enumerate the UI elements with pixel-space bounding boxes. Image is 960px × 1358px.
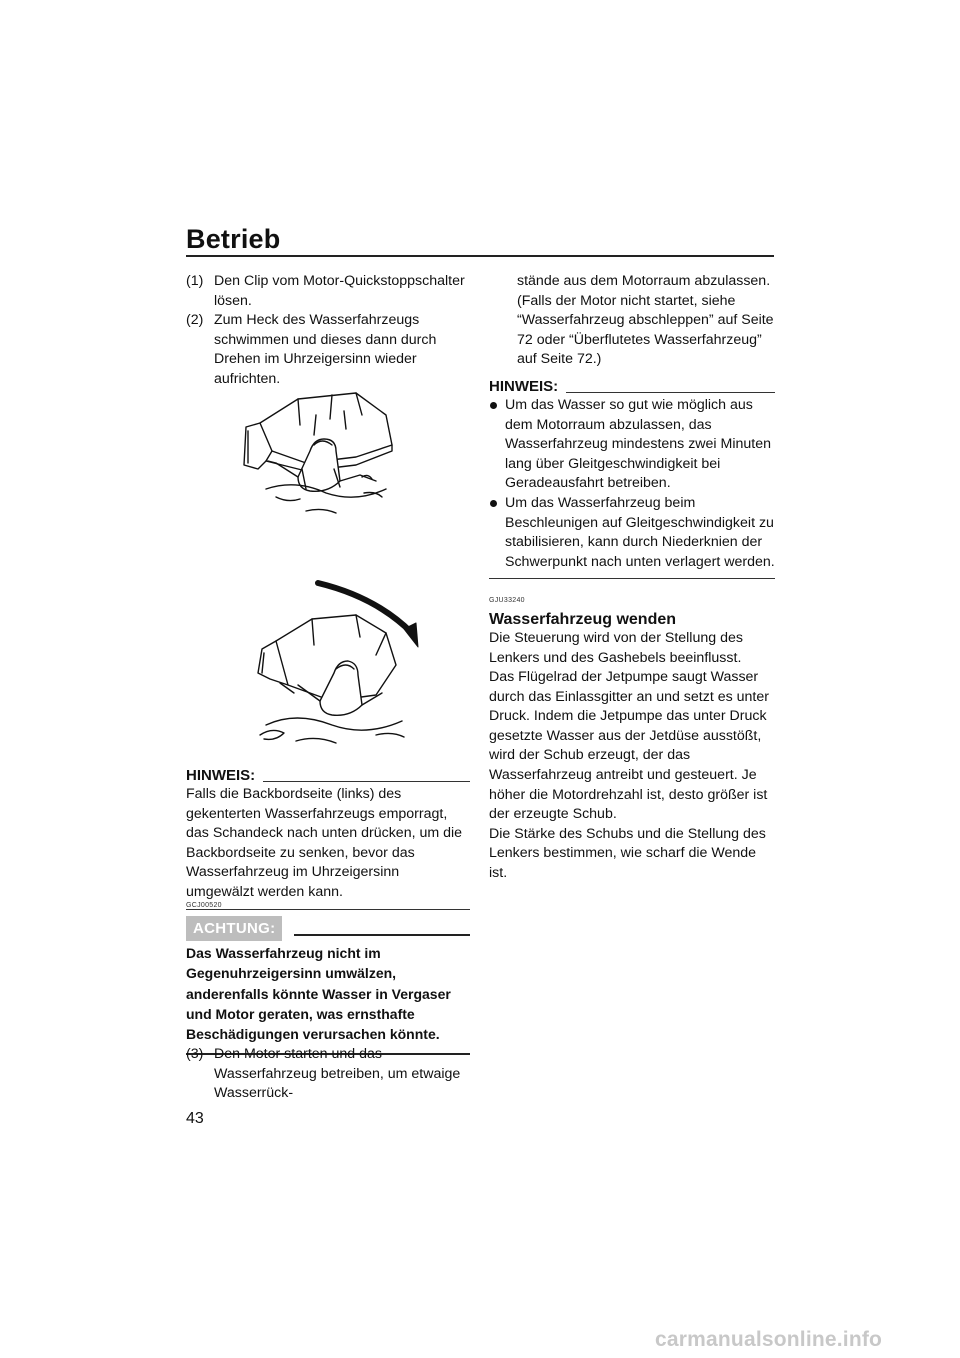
caution-box [186, 896, 470, 1055]
section-paragraph: Die Steuerung wird von der Stellung des Lenkers und des Gashebels beeinflusst. [489, 629, 743, 666]
footer-watermark: carmanualsonline.info [655, 1328, 883, 1351]
caution-heading [186, 916, 470, 942]
righting-watercraft-illustration [236, 575, 426, 750]
page-number: 43 [186, 1110, 204, 1127]
note-box-left [186, 767, 470, 910]
note-bottom-rule [489, 578, 775, 579]
bullet-text: Um das Wasser so gut wie möglich aus dem Motorraum abzulassen, das Wasserfahrzeug mindestens zwei Minuten lang über Gleitgeschwindigkeit bei Geradeausfahrt betreiben. [505, 396, 772, 492]
note-heading [489, 378, 775, 396]
caution-code: GCJ00520 [186, 902, 222, 909]
step-text: Den Motor starten und das Wasserfahrzeug betreiben, um etwaige Wasserrück- [214, 1046, 461, 1102]
left-column [186, 272, 470, 390]
right-column [489, 272, 775, 884]
bullet-text: Um das Wasserfahrzeug beim Beschleunigen auf Gleitgeschwindigkeit zu stabilisieren, kann durch Niederknien der Schwerpunkt nach unten verlagert werden. [505, 494, 775, 570]
step-number: (1) [186, 273, 204, 289]
step-3-continuation: stände aus dem Motorraum abzulassen. (Falls der Motor nicht startet, siehe “Wasserfahrzeug abschleppen” auf Seite 72 oder “Überflutetes Wasserfahrzeug” auf Seite 72.) [517, 273, 774, 368]
note-bullet [489, 494, 775, 572]
section-code: GJU33240 [489, 597, 525, 605]
step-number: (3) [186, 1046, 204, 1062]
step-text: Zum Heck des Wasserfahrzeugs schwimmen und dieses dann durch Drehen im Uhrzeigersinn wieder aufrichten. [214, 312, 437, 387]
bullet-icon [490, 500, 497, 507]
section-turning [489, 591, 775, 883]
note-box-right [489, 378, 775, 579]
step-2 [186, 311, 470, 389]
note-text: Falls die Backbordseite (links) des gekenterten Wasserfahrzeugs emporragt, das Schandeck nach unten drücken, um die Backbordseite zu senken, bevor das Wasserfahrzeug im Uhrzeigersinn umgewälzt werden kann. [186, 786, 463, 900]
step-number: (2) [186, 312, 204, 329]
note-heading-rule [263, 781, 470, 782]
page-title: Betrieb [186, 224, 281, 254]
section-paragraph: Die Stärke des Schubs und die Stellung des Lenkers bestimmen, wie scharf die Wende ist. [489, 825, 766, 882]
note-bullet [489, 396, 775, 494]
title-divider [186, 255, 774, 257]
caution-text: Das Wasserfahrzeug nicht im Gegenuhrzeigersinn umwälzen, anderenfalls könnte Wasser in Vergaser und Motor geraten, was ernsthafte Beschädigungen verursachen könnte. [186, 945, 451, 1043]
note-heading-label: HINWEIS: [489, 377, 559, 395]
caution-heading-rule [294, 934, 470, 936]
bullet-icon [490, 402, 497, 409]
section-title: Wasserfahrzeug wenden [489, 610, 677, 628]
step-3 [186, 1045, 470, 1104]
step-text: Den Clip vom Motor-Quickstoppschalter lösen. [214, 273, 465, 309]
step-3-item [186, 1045, 470, 1104]
note-heading [186, 767, 470, 785]
note-heading-rule [566, 392, 775, 393]
caution-badge: ACHTUNG: [186, 916, 282, 942]
section-paragraph: Das Flügelrad der Jetpumpe saugt Wasser durch das Einlassgitter an und setzt es unter Druck. Indem die Jetpumpe das unter Druck gesetzte Wasser aus der Jetdüse ausstößt, wird der Schub erzeugt, der das Wasserfahrzeug antreibt und gesteuert. Je höher die Motordrehzahl ist, desto größer ist der erzeugte Schub. [489, 669, 769, 823]
step-1 [186, 272, 470, 311]
note-heading-label: HINWEIS: [186, 767, 256, 784]
capsized-watercraft-illustration [236, 385, 416, 525]
